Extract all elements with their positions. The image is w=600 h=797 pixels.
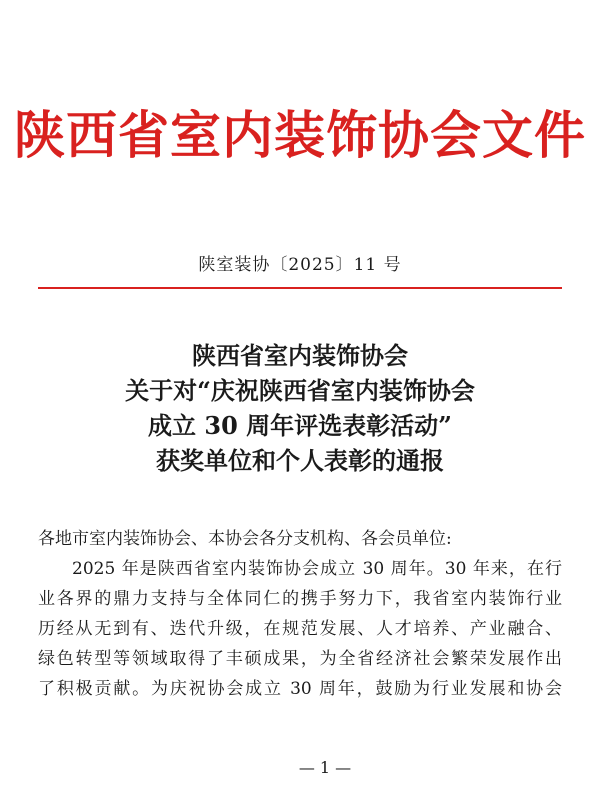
notice-title: [0, 338, 600, 478]
notice-body: [38, 524, 562, 704]
document-number: 陕室装协〔2025〕11 号: [198, 255, 402, 275]
notice-title-line: 获奖单位和个人表彰的通报: [156, 446, 444, 475]
body-paragraph-line: 业各界的鼎力支持与全体同仁的携手努力下，我省室内装饰行业: [38, 589, 562, 609]
notice-title-line: 关于对“庆祝陕西省室内装饰协会: [125, 376, 475, 405]
page-number: — 1 —: [298, 758, 352, 777]
red-divider-line: [38, 287, 562, 289]
body-paragraph-line: 历经从无到有、迭代升级，在规范发展、人才培养、产业融合、: [38, 619, 562, 639]
document-header-title: 陕西省室内装饰协会文件: [13, 106, 586, 166]
notice-title-line: 陕西省室内装饰协会: [192, 341, 408, 370]
notice-title-line: 成立 30 周年评选表彰活动”: [148, 411, 452, 440]
salutation: 各地市室内装饰协会、本协会各分支机构、各会员单位:: [38, 529, 452, 549]
body-paragraph-line: 绿色转型等领域取得了丰硕成果，为全省经济社会繁荣发展作出: [38, 649, 562, 669]
body-paragraph-line: 了积极贡献。为庆祝协会成立 30 周年，鼓励为行业发展和协会: [38, 679, 562, 699]
body-paragraph-line: 2025 年是陕西省室内装饰协会成立 30 周年。30 年来，在行: [72, 559, 562, 579]
